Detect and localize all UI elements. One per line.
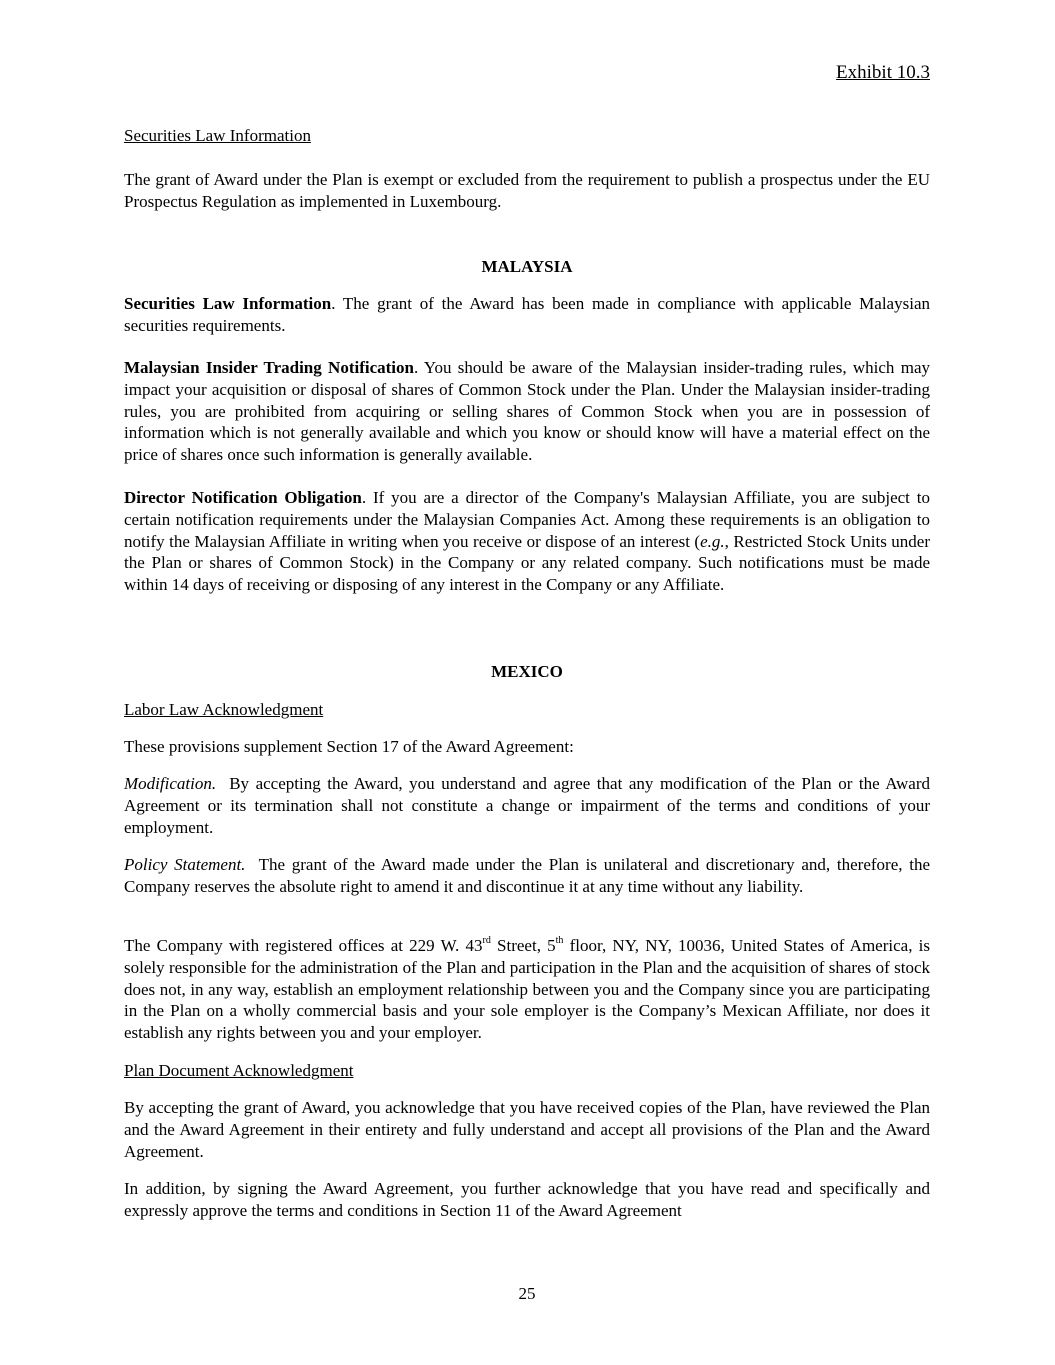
mexico-company-sup-th: th — [555, 935, 564, 947]
malaysia-securities-title: Securities Law Information — [124, 294, 332, 313]
malaysia-insider-title: Malaysian Insider Trading Notification — [124, 358, 414, 377]
malaysia-director-paragraph — [124, 487, 930, 596]
mexico-supplement-paragraph: These provisions supplement Section 17 of the Award Agreement: — [124, 737, 574, 756]
mexico-policy-title: Policy Statement. — [124, 855, 246, 874]
malaysia-securities-text: . The grant of the Award has been made in compliance with applicable Malaysian securities requirements. — [124, 294, 930, 335]
malaysia-director-text-b: , Restricted Stock Units under the Plan or shares of Common Stock) in the Company or any related company. Such notifications must be made within 14 days of receiving or disposing of any interest in the Company or any Affiliate. — [124, 531, 930, 595]
exhibit-label: Exhibit 10.3 — [836, 62, 930, 83]
mexico-plan-paragraph: By accepting the grant of Award, you acknowledge that you have received copies of the Plan, have reviewed the Plan and the Award Agreement in their entirety and fully understand and accept all provisions of the Plan and the Award Agreement. — [124, 1098, 930, 1161]
malaysia-securities-paragraph — [124, 293, 930, 337]
malaysia-director-eg: e.g. — [700, 531, 725, 551]
mexico-addition-paragraph: In addition, by signing the Award Agreement, you further acknowledge that you have read and specifically and expressly approve the terms and conditions in Section 11 of the Award Agreement — [124, 1179, 930, 1220]
mexico-company-text-a: The Company with registered offices at 229 W. 43 — [124, 936, 483, 955]
mexico-company-text-b: Street, 5 — [490, 936, 556, 955]
mexico-modification-text: By accepting the Award, you understand and agree that any modification of the Plan or the Award Agreement or its termination shall not constitute a change or impairment of the terms and conditions of your employment. — [124, 774, 930, 837]
mexico-labor-heading: Labor Law Acknowledgment — [124, 700, 324, 719]
mexico-policy-paragraph — [124, 854, 930, 898]
malaysia-insider-paragraph — [124, 357, 930, 466]
page-number: 25 — [518, 1284, 536, 1303]
malaysia-heading: MALAYSIA — [481, 257, 573, 276]
lux-securities-paragraph: The grant of Award under the Plan is exempt or excluded from the requirement to publish a prospectus under the EU Prospectus Regulation as implemented in Luxembourg. — [124, 170, 930, 211]
mexico-plan-heading: Plan Document Acknowledgment — [124, 1061, 354, 1080]
mexico-policy-text: The grant of the Award made under the Plan is unilateral and discretionary and, therefore, the Company reserves the absolute right to amend it and discontinue it at any time without any liability. — [124, 855, 930, 896]
document-page — [124, 0, 930, 1365]
malaysia-insider-text: . You should be aware of the Malaysian insider-trading rules, which may impact your acquisition or disposal of shares of Common Stock under the Plan. Under the Malaysian insider-trading rules, you are prohibited from acquiring or selling shares of Common Stock when you are in possession of information which is not generally available and which you know or should know will have a material effect on the price of shares once such information is generally available. — [124, 358, 930, 465]
mexico-modification-title: Modification. — [124, 774, 217, 793]
mexico-company-text-c: floor, NY, NY, 10036, United States of America, is solely responsible for the administration of the Plan and participation in the Plan and the acquisition of shares of stock does not, in any way, establish an employment relationship between you and the Company since you are participating in the Plan on a wholly commercial basis and your sole employer is the Company’s Mexican Affiliate, nor does it establish any rights between you and your employer. — [124, 936, 930, 1043]
malaysia-director-text-a: . If you are a director of the Company's Malaysian Affiliate, you are subject to certain notification requirements under the Malaysian Companies Act. Among these requirements is an obligation to notify the Malaysian Affiliate in writing when you receive or dispose of an interest ( — [124, 488, 930, 551]
mexico-heading: MEXICO — [491, 662, 563, 681]
malaysia-director-title: Director Notification Obligation — [124, 488, 362, 507]
mexico-modification-paragraph — [124, 773, 930, 838]
mexico-company-paragraph — [124, 935, 930, 1044]
mexico-company-sup-rd: rd — [482, 935, 491, 947]
lux-securities-heading: Securities Law Information — [124, 126, 311, 145]
